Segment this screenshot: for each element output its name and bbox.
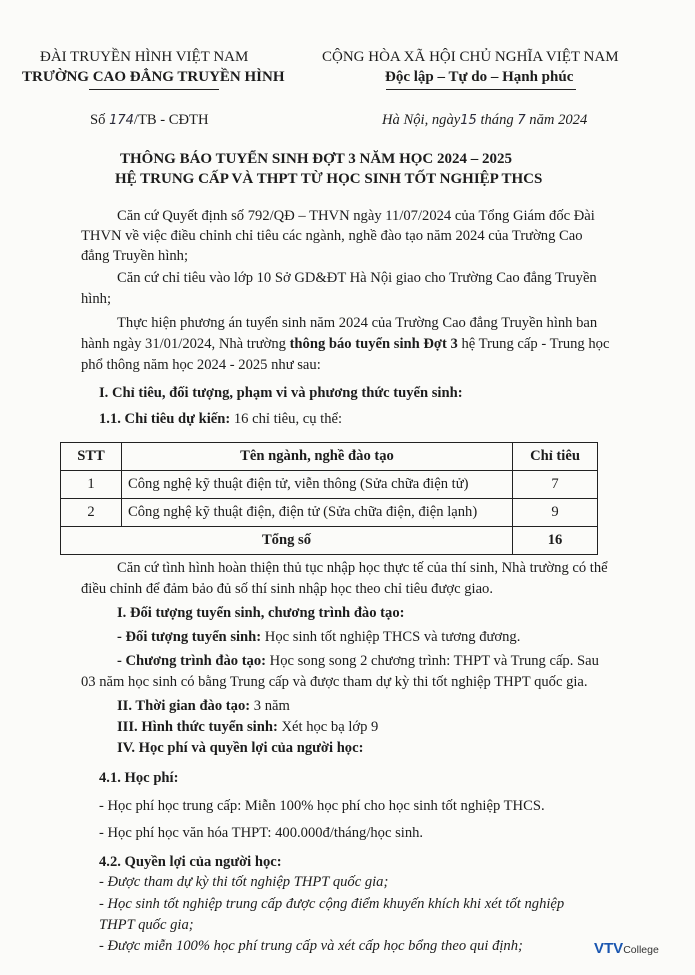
subsection-4-1: 4.1. Học phí: <box>99 770 179 786</box>
table-row <box>61 471 598 499</box>
para-1-line3: đẳng Truyền hình; <box>81 248 189 264</box>
header-org-line2: TRƯỜNG CAO ĐẲNG TRUYỀN HÌNH <box>22 69 285 85</box>
benefit-line-1: - Được tham dự kỳ thi tốt nghiệp THPT quốc gia; <box>99 874 389 890</box>
section-3-line: III. Hình thức tuyển sinh: Xét học bạ lớp 9 <box>117 719 379 735</box>
table-header-quota: Chỉ tiêu <box>513 443 598 471</box>
table-cell-major: Công nghệ kỹ thuật điện, điện tử (Sửa chữa điện, điện lạnh) <box>122 499 513 527</box>
para-2-line2: hình; <box>81 291 111 307</box>
benefit-line-2b: THPT quốc gia; <box>99 917 194 933</box>
section-1-heading: I. Chỉ tiêu, đối tượng, phạm vi và phương thức tuyển sinh: <box>99 385 463 401</box>
para-3-line2: hành ngày 31/01/2024, Nhà trường thông báo tuyển sinh Đợt 3 hệ Trung cấp - Trung học <box>81 336 610 352</box>
para-3-line1: Thực hiện phương án tuyển sinh năm 2024 của Trường Cao đẳng Truyền hình ban <box>117 315 598 331</box>
fee-line-1: - Học phí học trung cấp: Miễn 100% học phí cho học sinh tốt nghiệp THCS. <box>99 798 545 814</box>
header-org-line1: ĐÀI TRUYỀN HÌNH VIỆT NAM <box>40 49 249 65</box>
para-2-line1: Căn cứ chỉ tiêu vào lớp 10 Sở GD&ĐT Hà Nội giao cho Trường Cao đẳng Truyền <box>117 270 597 286</box>
table-total-value: 16 <box>513 527 598 555</box>
vtv-college-logo <box>594 940 689 964</box>
benefit-line-3: - Được miễn 100% học phí trung cấp và xét cấp học bổng theo qui định; <box>99 938 523 954</box>
logo-text: College <box>623 944 659 956</box>
program-line2: 03 năm học sinh có bằng Trung cấp và được tham dự kỳ thi tốt nghiệp THPT quốc gia. <box>81 674 588 690</box>
table-cell-quota: 9 <box>513 499 598 527</box>
header-country: CỘNG HÒA XÃ HỘI CHỦ NGHĨA VIỆT NAM <box>322 49 619 65</box>
date-month-handwritten: 7 <box>517 113 526 128</box>
table-header-row <box>61 443 598 471</box>
header-right-underline <box>386 89 576 90</box>
table-cell-quota: 7 <box>513 471 598 499</box>
para-4-line2: điều chỉnh để đảm bảo đủ số thí sinh nhập học theo chỉ tiêu được giao. <box>81 581 494 597</box>
para-1-line1: Căn cứ Quyết định số 792/QĐ – THVN ngày 11/07/2024 của Tổng Giám đốc Đài <box>117 208 595 224</box>
section-4-heading: IV. Học phí và quyền lợi của người học: <box>117 740 364 756</box>
quota-table <box>60 442 598 555</box>
document-number: Số 174/TB - CĐTH <box>90 112 209 128</box>
section-2-line: II. Thời gian đào tạo: 3 năm <box>117 698 290 714</box>
logo-mark: VTV <box>594 940 624 957</box>
table-cell-stt: 1 <box>61 471 122 499</box>
table-cell-stt: 2 <box>61 499 122 527</box>
table-row <box>61 499 598 527</box>
para-4-line1: Căn cứ tình hình hoàn thiện thủ tục nhập học thực tế của thí sinh, Nhà trường có thể <box>117 560 608 576</box>
table-header-stt: STT <box>61 443 122 471</box>
para-3-line3: phổ thông năm học 2024 - 2025 như sau: <box>81 357 321 373</box>
table-total-label: Tổng số <box>61 527 513 555</box>
date-day-handwritten: 15 <box>460 113 477 128</box>
document-number-handwritten: 174 <box>109 113 134 128</box>
table-header-major: Tên ngành, nghề đào tạo <box>122 443 513 471</box>
fee-line-2: - Học phí học văn hóa THPT: 400.000đ/tháng/học sinh. <box>99 825 424 841</box>
subsection-1-1: 1.1. Chỉ tiêu dự kiến: 16 chỉ tiêu, cụ thể: <box>99 411 343 427</box>
subsection-4-2: 4.2. Quyền lợi của người học: <box>99 854 282 870</box>
table-total-row <box>61 527 598 555</box>
benefit-line-2a: - Học sinh tốt nghiệp trung cấp được cộng điểm khuyến khích khi xét tốt nghiệp <box>99 896 565 912</box>
section-target-heading: I. Đối tượng tuyển sinh, chương trình đào tạo: <box>117 605 405 621</box>
table-cell-major: Công nghệ kỹ thuật điện tử, viễn thông (Sửa chữa điện tử) <box>122 471 513 499</box>
header-left-underline <box>89 89 219 90</box>
target-line: - Đối tượng tuyển sinh: Học sinh tốt nghiệp THCS và tương đương. <box>117 629 521 645</box>
document-date: Hà Nội, ngày15 tháng 7 năm 2024 <box>382 112 588 128</box>
header-motto: Độc lập – Tự do – Hạnh phúc <box>385 69 574 85</box>
program-line1: - Chương trình đào tạo: Học song song 2 chương trình: THPT và Trung cấp. Sau <box>117 653 599 669</box>
para-1-line2: THVN về việc điều chỉnh chỉ tiêu các ngành, nghề đào tạo năm 2024 của Trường Cao <box>81 228 583 244</box>
title-line1: THÔNG BÁO TUYỂN SINH ĐỢT 3 NĂM HỌC 2024 – 2025 <box>120 151 512 167</box>
title-line2: HỆ TRUNG CẤP VÀ THPT TỪ HỌC SINH TỐT NGHIỆP THCS <box>115 171 543 187</box>
